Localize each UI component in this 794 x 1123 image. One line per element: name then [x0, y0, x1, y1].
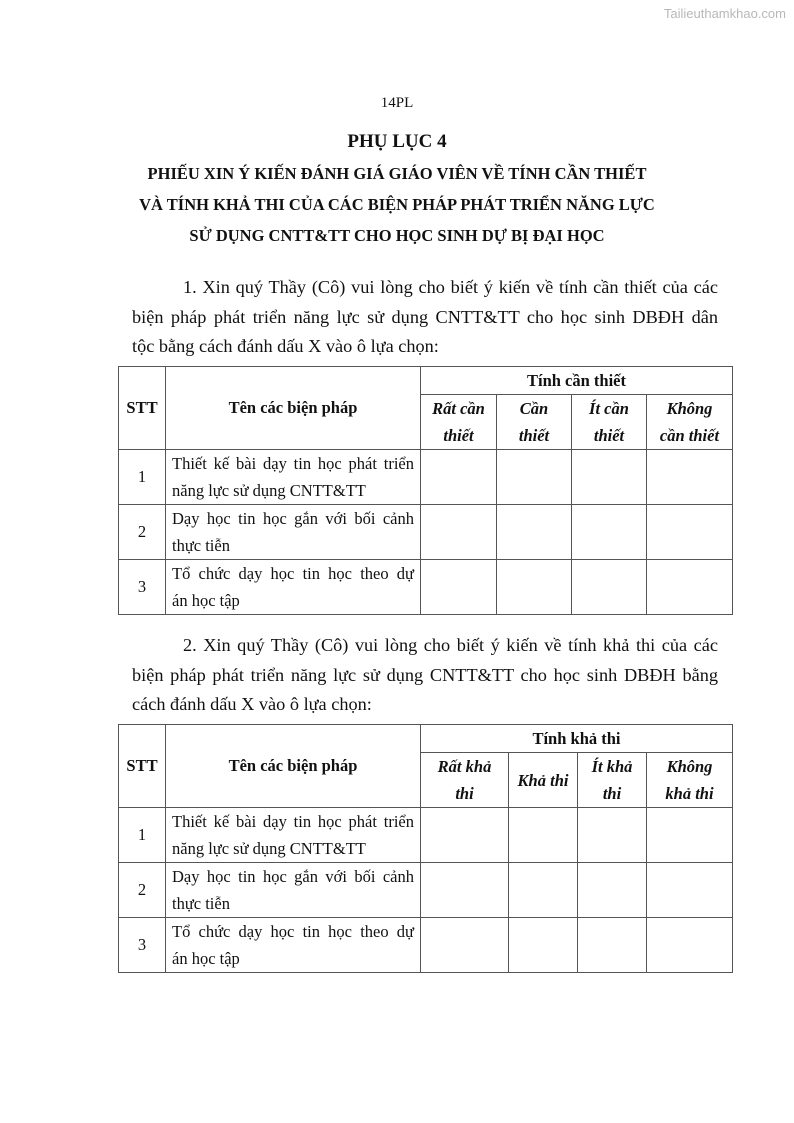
- table-row: [119, 918, 733, 973]
- option-label: thiết: [443, 426, 474, 445]
- measure-line: án học tập: [172, 591, 240, 610]
- row-stt: 1: [119, 450, 166, 505]
- measure-line: án học tập: [172, 949, 240, 968]
- checkbox-cell[interactable]: [578, 863, 647, 918]
- form-title-line-3: SỬ DỤNG CNTT&TT CHO HỌC SINH DỰ BỊ ĐẠI HỌC: [189, 226, 605, 245]
- option-label: thi: [455, 784, 474, 803]
- header-option-less-feasible: [578, 753, 647, 808]
- form-title-line-1: PHIẾU XIN Ý KIẾN ĐÁNH GIÁ GIÁO VIÊN VỀ TÍNH CẦN THIẾT: [147, 164, 647, 183]
- measure-line: thực tiễn: [172, 536, 230, 555]
- row-stt: 3: [119, 560, 166, 615]
- measure-line: năng lực sử dụng CNTT&TT: [172, 839, 366, 858]
- option-label: Không: [666, 399, 713, 418]
- section-1-instructions: [132, 273, 718, 362]
- measure-line: Tổ chức dạy học tin học theo dự: [172, 922, 414, 941]
- checkbox-cell[interactable]: [572, 560, 647, 615]
- section-2-line: cách đánh dấu X vào ô lựa chọn:: [132, 694, 372, 714]
- row-stt: 3: [119, 918, 166, 973]
- necessity-table: [118, 366, 733, 615]
- table-row: [119, 863, 733, 918]
- header-option-feasible: [509, 753, 578, 808]
- header-option-not-feasible: [647, 753, 733, 808]
- measure-line: năng lực sử dụng CNTT&TT: [172, 481, 366, 500]
- option-label: Ít khả: [591, 757, 633, 776]
- measure-line: Dạy học tin học gắn với bối cảnh: [172, 867, 414, 886]
- form-title-line-2: VÀ TÍNH KHẢ THI CỦA CÁC BIỆN PHÁP PHÁT TRIỂN NĂNG LỰC: [139, 195, 655, 214]
- table-row: [119, 450, 733, 505]
- option-label: Rất cần: [432, 399, 485, 418]
- checkbox-cell[interactable]: [421, 560, 497, 615]
- option-label: cần thiết: [659, 426, 720, 445]
- checkbox-cell[interactable]: [647, 918, 733, 973]
- checkbox-cell[interactable]: [421, 450, 497, 505]
- option-label: Rất khả: [437, 757, 492, 776]
- option-label: thiết: [593, 426, 625, 445]
- header-feasibility-group: Tính khả thi: [421, 725, 733, 753]
- checkbox-cell[interactable]: [509, 863, 578, 918]
- checkbox-cell[interactable]: [647, 863, 733, 918]
- checkbox-cell[interactable]: [497, 450, 572, 505]
- feasibility-table: [118, 724, 733, 973]
- header-stt: STT: [119, 367, 166, 450]
- header-option-very-necessary: [421, 395, 497, 450]
- checkbox-cell[interactable]: [509, 918, 578, 973]
- row-measure-name: [166, 863, 421, 918]
- section-2-instructions: [132, 631, 718, 720]
- header-stt: STT: [119, 725, 166, 808]
- section-1-line: biện pháp phát triển năng lực sử dụng CNTT&TT cho học sinh DBĐH dân: [132, 306, 718, 327]
- row-measure-name: [166, 450, 421, 505]
- checkbox-cell[interactable]: [497, 560, 572, 615]
- option-label: khả thi: [665, 784, 714, 803]
- checkbox-cell[interactable]: [647, 808, 733, 863]
- row-stt: 1: [119, 808, 166, 863]
- header-option-necessary: [497, 395, 572, 450]
- option-label: Không: [666, 757, 713, 776]
- checkbox-cell[interactable]: [421, 505, 497, 560]
- measure-line: thực tiễn: [172, 894, 230, 913]
- header-option-less-necessary: [572, 395, 647, 450]
- checkbox-cell[interactable]: [509, 808, 578, 863]
- page-number: 14PL: [380, 95, 414, 111]
- header-option-very-feasible: [421, 753, 509, 808]
- checkbox-cell[interactable]: [578, 918, 647, 973]
- checkbox-cell[interactable]: [421, 918, 509, 973]
- checkbox-cell[interactable]: [497, 505, 572, 560]
- header-option-not-necessary: [647, 395, 733, 450]
- checkbox-cell[interactable]: [572, 505, 647, 560]
- section-1-line: tộc bằng cách đánh dấu X vào ô lựa chọn:: [132, 336, 439, 356]
- option-label: Ít cần: [589, 399, 629, 418]
- measure-line: Thiết kế bài dạy tin học phát triển: [172, 454, 414, 473]
- header-measure-name: Tên các biện pháp: [166, 367, 421, 450]
- row-measure-name: [166, 560, 421, 615]
- table-row: [119, 560, 733, 615]
- option-label: Khả thi: [517, 770, 569, 790]
- header-necessity-group: Tính cần thiết: [421, 367, 733, 395]
- option-label: thiết: [518, 426, 550, 445]
- checkbox-cell[interactable]: [421, 808, 509, 863]
- option-label: Cần: [519, 399, 549, 418]
- checkbox-cell[interactable]: [578, 808, 647, 863]
- header-measure-name: Tên các biện pháp: [166, 725, 421, 808]
- checkbox-cell[interactable]: [647, 560, 733, 615]
- table-row: [119, 808, 733, 863]
- measure-line: Dạy học tin học gắn với bối cảnh: [172, 509, 414, 528]
- row-stt: 2: [119, 863, 166, 918]
- row-measure-name: [166, 918, 421, 973]
- measure-line: Thiết kế bài dạy tin học phát triển: [172, 812, 414, 831]
- section-1-line: 1. Xin quý Thầy (Cô) vui lòng cho biết ý kiến về tính cần thiết của các: [183, 277, 718, 297]
- checkbox-cell[interactable]: [421, 863, 509, 918]
- row-stt: 2: [119, 505, 166, 560]
- checkbox-cell[interactable]: [572, 450, 647, 505]
- row-measure-name: [166, 808, 421, 863]
- table-row: [119, 505, 733, 560]
- row-measure-name: [166, 505, 421, 560]
- appendix-title: PHỤ LỤC 4: [347, 131, 447, 152]
- watermark: Tailieuthamkhao.com: [663, 6, 786, 21]
- measure-line: Tổ chức dạy học tin học theo dự: [172, 564, 414, 583]
- section-2-line: 2. Xin quý Thầy (Cô) vui lòng cho biết ý kiến về tính khả thi của các: [183, 635, 718, 655]
- checkbox-cell[interactable]: [647, 505, 733, 560]
- checkbox-cell[interactable]: [647, 450, 733, 505]
- option-label: thi: [602, 784, 622, 803]
- section-2-line: biện pháp phát triển năng lực sử dụng CNTT&TT cho học sinh DBĐH bằng: [132, 664, 718, 685]
